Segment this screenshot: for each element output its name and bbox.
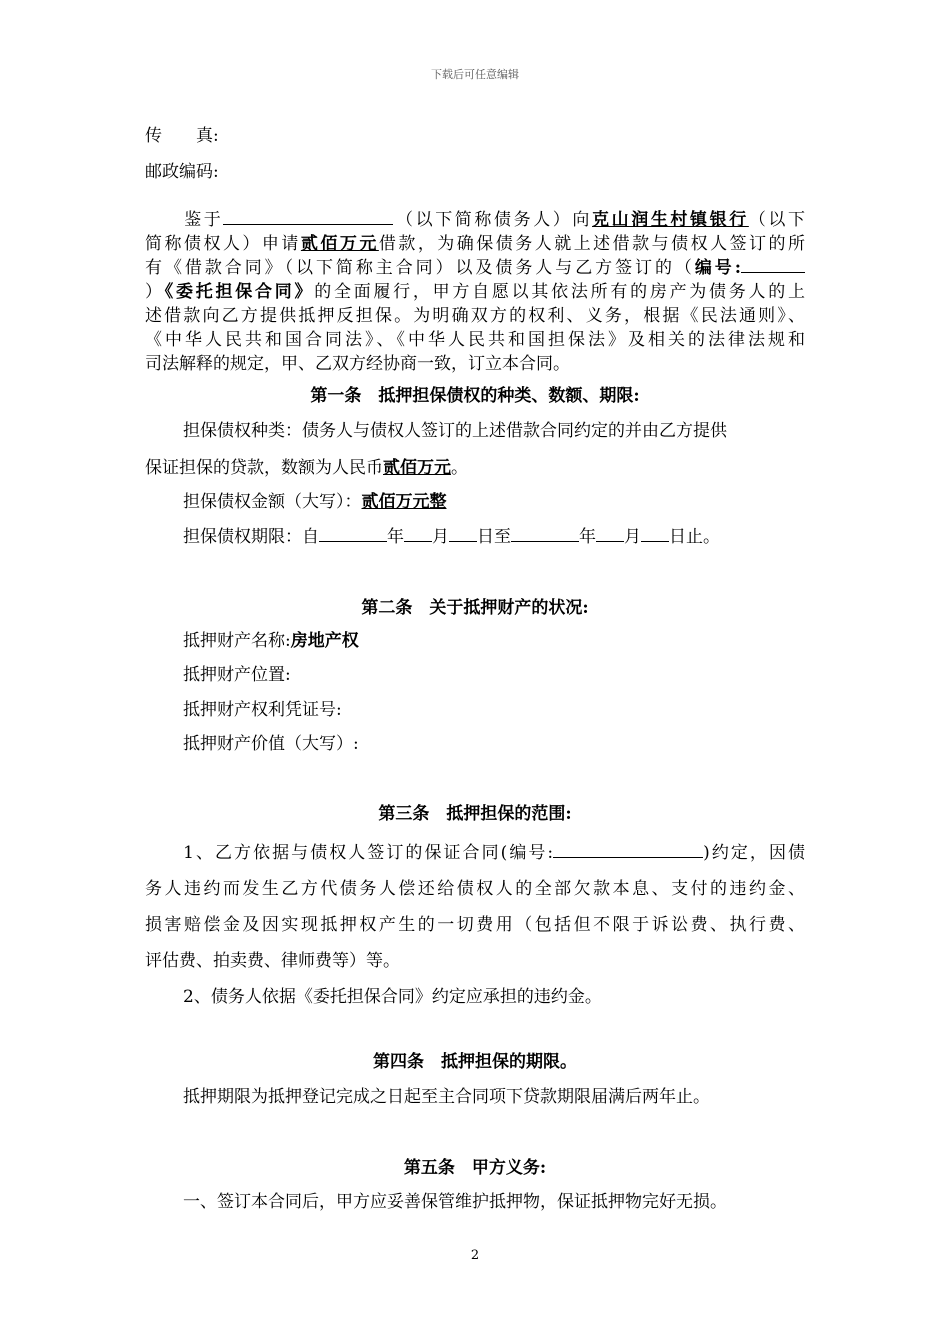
page-number: 2 bbox=[470, 1248, 480, 1263]
property-value-label: 抵押财产价值（大写）: bbox=[183, 734, 359, 754]
art3-item-1: 1、乙方依据与债权人签订的保证合同(编号: )约定，因债 务人违约而发生乙方代债务人偿还给债权人的全部欠款本息、支付的违约金、 损害赔偿金及因实现抵押权产生的一切费用（包括但不限于诉讼费、执行费、 评估费、拍卖费、律师费等）等。 bbox=[145, 843, 805, 971]
art1-kind-line-1: 担保债权种类：债务人与债权人签订的上述借款合同约定的并由乙方提供 bbox=[183, 421, 727, 441]
article-4-title: 第四条 抵押担保的期限。 bbox=[373, 1052, 577, 1072]
preamble-line-2: 简称债权人）申请贰佰万元借款，为确保债务人就上述借款与债权人签订的所 bbox=[145, 234, 806, 254]
property-name-value: 房地产权 bbox=[290, 631, 359, 651]
property-location-label: 抵押财产位置: bbox=[183, 665, 291, 685]
entrust-contract-title: 《委托担保合同》 bbox=[164, 282, 315, 302]
property-cert-label: 抵押财产权利凭证号: bbox=[183, 700, 342, 720]
loan-amount: 贰佰万元 bbox=[300, 234, 379, 254]
guarantee-sum: 贰佰万元整 bbox=[361, 492, 447, 512]
preamble-line-1: 鉴于 （以下简称债务人）向克山润生村镇银行（以下 bbox=[184, 210, 806, 230]
art1-term-line: 担保债权期限：自 年 月 日至 年 月 日止。 bbox=[183, 527, 720, 547]
art4-text: 抵押期限为抵押登记完成之日起至主合同项下贷款期限届满后两年止。 bbox=[183, 1087, 710, 1107]
preamble-line-4: ）《委托担保合同》的全面履行，甲方自愿以其依法所有的房产为债务人的上 bbox=[145, 282, 806, 302]
art3-item-2: 2、债务人依据《委托担保合同》约定应承担的违约金。 bbox=[183, 987, 602, 1007]
article-3-title: 第三条 抵押担保的范围: bbox=[378, 804, 572, 824]
preamble-line-3: 有《借款合同》（以下简称主合同）以及债务人与乙方签订的（编号: bbox=[145, 256, 805, 280]
debtor-blank bbox=[223, 208, 393, 225]
preamble-line-5: 述借款向乙方提供抵押反担保。为明确双方的权利、义务，根据《民法通则》、 bbox=[145, 306, 805, 326]
header-note: 下载后可任意编辑 bbox=[431, 68, 519, 81]
property-name-line: 抵押财产名称:房地产权 bbox=[183, 631, 359, 651]
guarantee-contract-number-blank bbox=[553, 841, 703, 858]
postcode-label: 邮政编码: bbox=[145, 162, 219, 182]
preamble-line-7: 司法解释的规定，甲、乙双方经协商一致，订立本合同。 bbox=[145, 354, 570, 374]
fax-label: 传 真: bbox=[145, 126, 219, 146]
preamble-paragraph bbox=[145, 208, 805, 376]
preamble-line-6: 《中华人民共和国合同法》、《中华人民共和国担保法》及相关的法律法规和 bbox=[145, 330, 805, 350]
bank-name: 克山润生村镇银行 bbox=[592, 210, 749, 230]
art1-sum-line: 担保债权金额（大写）：贰佰万元整 bbox=[183, 492, 447, 512]
article-1-title: 第一条 抵押担保债权的种类、数额、期限: bbox=[310, 386, 640, 406]
art5-item-1: 一、签订本合同后，甲方应妥善保管维护抵押物，保证抵押物完好无损。 bbox=[183, 1192, 727, 1212]
art1-kind-line-2: 保证担保的贷款，数额为人民币贰佰万元。 bbox=[145, 458, 468, 478]
article-2-title: 第二条 关于抵押财产的状况: bbox=[361, 598, 589, 618]
article-5-title: 第五条 甲方义务: bbox=[403, 1158, 547, 1178]
number-blank bbox=[741, 256, 805, 273]
